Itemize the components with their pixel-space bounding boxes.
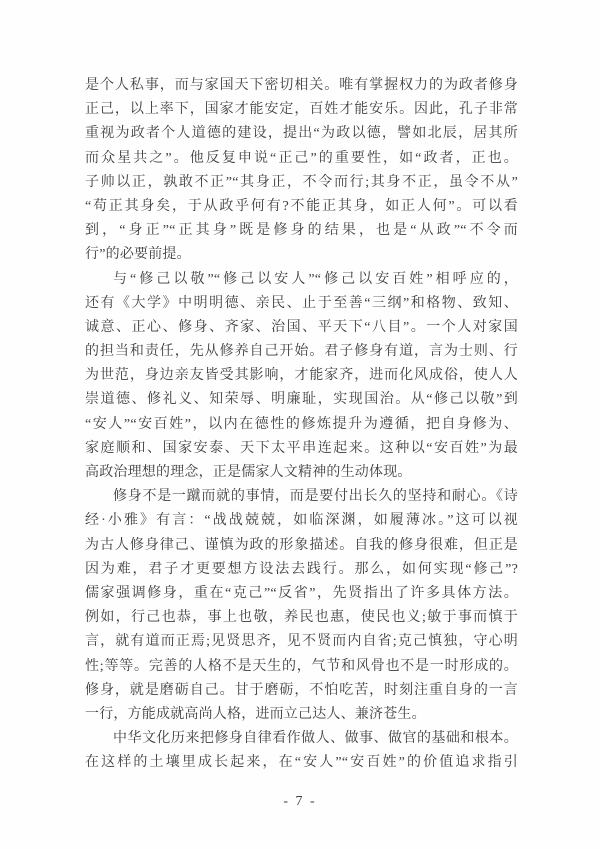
text-line: 在这样的土壤里成长起来，在“安人”“安百姓”的价值追求指引 — [85, 755, 518, 771]
page-body — [85, 74, 518, 775]
text-line: 与“修己以敬”“修己以安人”“修己以安百姓”相呼应的， — [113, 271, 518, 287]
paragraph — [85, 485, 518, 727]
text-line: 崇道德、修礼义、知荣辱、明廉耻，实现国治。从“修己以敬”到 — [85, 392, 518, 408]
text-line: 重视为政者个人道德的建设，提出“为政以德，譬如北辰，居其所 — [85, 126, 518, 142]
text-line: 高政治理想的理念，正是儒家人文精神的生动体现。 — [85, 465, 412, 480]
page-number: - 7 - — [283, 794, 317, 809]
text-line: 性;等等。完善的人格不是天生的，气节和风骨也不是一时形成的。 — [85, 658, 518, 674]
text-line: 到，“身正”“正其身”既是修身的结果，也是“从政”“不令而 — [85, 223, 518, 239]
text-line: 为古人修身律己、谨慎为政的形象描述。自我的修身很难，但正是 — [85, 537, 518, 553]
text-line: 因为难，君子才更要想方设法去践行。那么，如何实现“修己”? — [85, 561, 518, 577]
text-line: 一行，方能成就高尚人格，进而立己达人、兼济苍生。 — [85, 706, 426, 722]
text-line: 为世范，身边亲友皆受其影响，才能家齐，进而化风成俗，使人人 — [85, 368, 518, 384]
text-line: 修身，就是磨砺自己。甘于磨砺，不怕吃苦，时刻注重自身的一言 — [85, 682, 518, 698]
text-line: 子帅以正，孰敢不正”“其身正，不令而行;其身不正，虽令不从” — [85, 174, 518, 190]
text-line: 家庭顺和、国家安泰、天下太平串连起来。这种以“安百姓”为最 — [85, 440, 518, 456]
text-line: 的担当和责任，先从修养自己开始。君子修身有道，言为士则、行 — [85, 344, 518, 360]
text-line: 儒家强调修身，重在“克己”“反省”，先贤指出了许多具体方法。 — [85, 585, 518, 601]
text-line: 还有《大学》中明明德、亲民、止于至善“三纲”和格物、致知、 — [85, 295, 518, 311]
text-line: 正己，以上率下，国家才能安定，百姓才能安乐。因此，孔子非常 — [85, 102, 518, 118]
text-line: 诚意、正心、修身、齐家、治国、平天下“八目”。一个人对家国 — [85, 319, 518, 335]
text-line: “安人”“安百姓”，以内在德性的修炼提升为遵循，把自身修为、 — [85, 416, 518, 432]
text-line: 行”的必要前提。 — [85, 247, 191, 263]
text-line: 中华文化历来把修身自律看作做人、做事、做官的基础和根本。 — [113, 731, 518, 747]
text-line: 修身不是一蹴而就的事情，而是要付出长久的坚持和耐心。《诗 — [113, 489, 518, 505]
text-line: 是个人私事，而与家国天下密切相关。唯有掌握权力的为政者修身 — [85, 78, 518, 93]
text-line: “苟正其身矣，于从政乎何有?不能正其身，如正人何”。可以看 — [85, 198, 518, 214]
text-line: 言，就有道而正焉;见贤思齐，见不贤而内自省;克己慎独，守心明 — [85, 634, 518, 650]
text-line: 而众星共之”。他反复申说“正己”的重要性，如“政者，正也。 — [85, 150, 518, 166]
text-line: 经·小雅》有言：“战战兢兢，如临深渊，如履薄冰。”这可以视 — [85, 513, 518, 529]
text-line: 例如，行己也恭，事上也敬，养民也惠，使民也义;敏于事而慎于 — [85, 610, 518, 626]
paragraph — [85, 268, 518, 486]
paragraph — [85, 727, 518, 775]
paragraph — [85, 74, 518, 268]
